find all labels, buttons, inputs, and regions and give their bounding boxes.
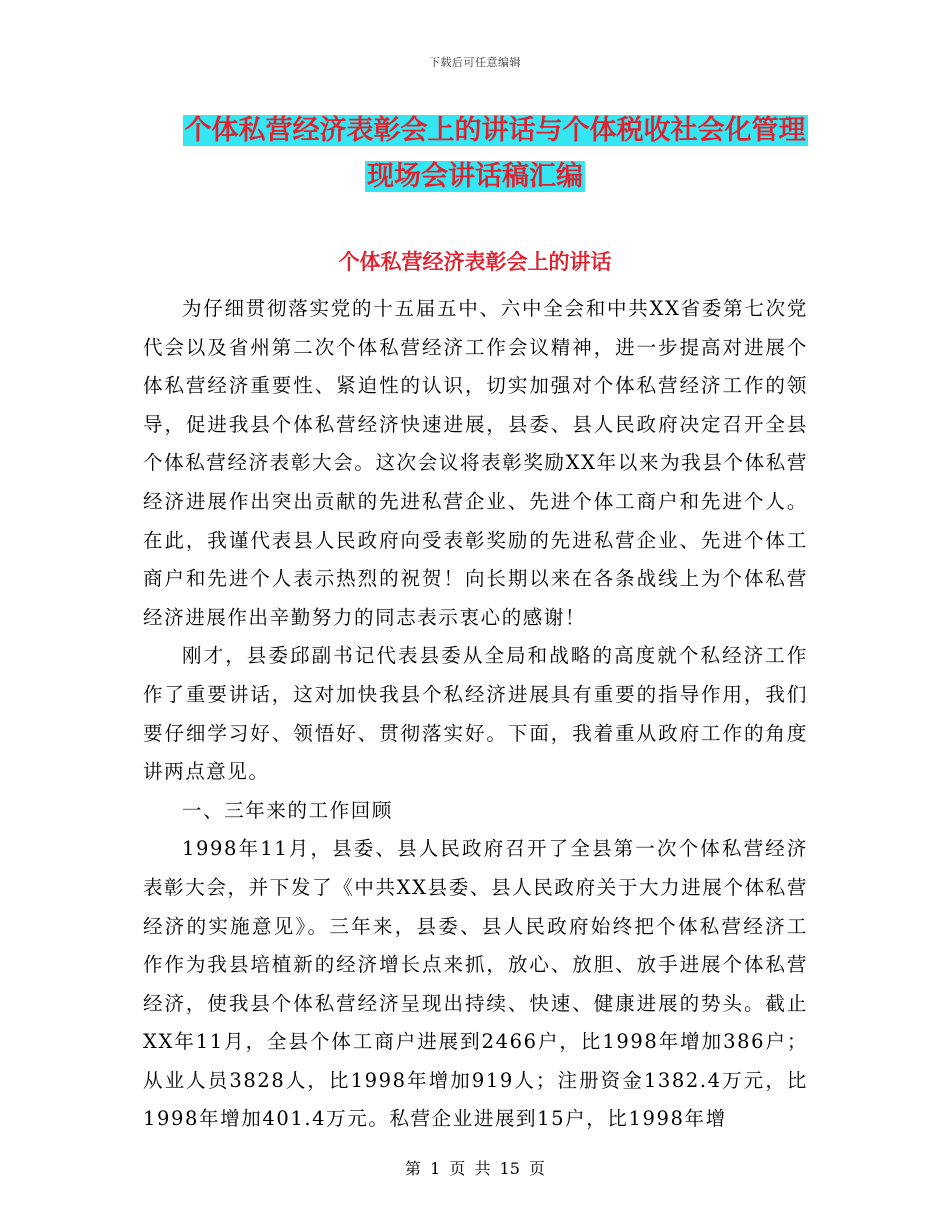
document-title [0,108,950,200]
page-footer: 第 1 页 共 15 页 [405,1159,545,1178]
document-title-line1: 个体私营经济表彰会上的讲话与个体税收社会化管理 [184,115,806,146]
paragraph-4: 1998年11月，县委、县人民政府召开了全县第一次个体私营经济表彰大会，并下发了《中共XX县委、县人民政府关于大力进展个体私营经济的实施意见》。三年来，县委、县人民政府始终把个体私营经济工作作为我县培植新的经济增长点来抓，放心、放胆、放手进展个体私营经济，使我县个体私营经济呈现出持续、快速、健康进展的势头。截止XX年11月，全县个体工商户进展到2466户，比1998年增加386户；从业人员3828人，比1998年增加919人；注册资金1382.4万元，比1998年增加401.4万元。私营企业进展到15户，比1998年增 [143,837,808,1131]
paragraph-2: 刚才，县委邱副书记代表县委从全局和战略的高度就个私经济工作作了重要讲话，这对加快我县个私经济进展具有重要的指导作用，我们要仔细学习好、领悟好、贯彻落实好。下面，我着重从政府工作的角度讲两点意见。 [143,644,808,784]
document-title-line2: 现场会讲话稿汇编 [367,161,583,192]
paragraph-1: 为仔细贯彻落实党的十五届五中、六中全会和中共XX省委第七次党代会以及省州第二次个体私营经济工作会议精神，进一步提高对进展个体私营经济重要性、紧迫性的认识，切实加强对个体私营经济工作的领导，促进我县个体私营经济快速进展，县委、县人民政府决定召开全县个体私营经济表彰大会。这次会议将表彰奖励XX年以来为我县个体私营经济进展作出突出贡献的先进私营企业、先进个体工商户和先进个人。在此，我谨代表县人民政府向受表彰奖励的先进私营企业、先进个体工商户和先进个人表示热烈的祝贺！向长期以来在各条战线上为个体私营经济进展作出辛勤努力的同志表示衷心的感谢！ [143,297,808,629]
paragraph-3-heading: 一、三年来的工作回顾 [182,798,394,822]
body-text [143,290,808,1139]
header-note: 下载后可任意编辑 [429,56,521,69]
section-title: 个体私营经济表彰会上的讲话 [338,250,612,274]
